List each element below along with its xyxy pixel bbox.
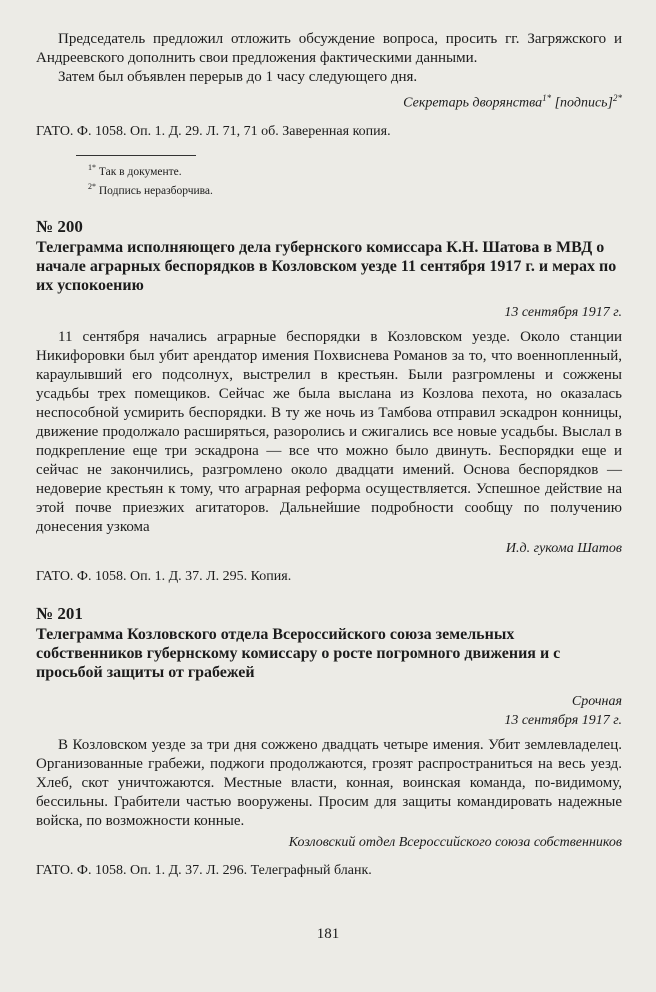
footnote-mark-1: 1* [542,93,552,103]
document-201-number: № 201 [36,604,83,624]
intro-archive-source: ГАТО. Ф. 1058. Оп. 1. Д. 29. Л. 71, 71 об. Заверенная копия. [36,123,391,139]
document-201-urgency: Срочная [571,694,622,710]
document-200-signature: И.д. гукома Шатов [505,541,622,557]
document-201-source: ГАТО. Ф. 1058. Оп. 1. Д. 37. Л. 296. Телеграфный бланк. [36,863,372,879]
document-200-date: 13 сентября 1917 г. [504,305,622,321]
document-200-number: № 200 [36,217,83,237]
footnote-1: $^{1*}$ Так в документе. [88,162,182,178]
document-200-source: ГАТО. Ф. 1058. Оп. 1. Д. 37. Л. 295. Копия. [36,569,292,585]
footnote-divider [76,155,196,156]
document-201-title: Телеграмма Козловского отдела Всероссийского союза земельных собственников губернскому комиссару о росте погромного движения и с просьбой защиты от грабежей [36,626,561,682]
document-200-title: Телеграмма исполняющего дела губернского комиссара К.Н. Шатова в МВД о начале аграрных беспорядков в Козловском уезде 11 сентября 1917 г. и мерах по их успокоению [36,239,617,295]
document-200-body: 11 сентября начались аграрные беспорядки в Козловском уезде. Около станции Никифоровки был убит арендатор имения Похвиснева Романов за то, что военнопленный, караулывший его подсолнух, выстрелил в крестьян. Были разгромлены и сожжены усадьбы трех помещиков. Сейчас же была выслана из Козлова пехота, но оказалась неспособной усмирить беспорядки. В ту же ночь из Тамбова отправил эскадрон конницы, движение продолжало расширяться, разоролись и сжигались все новые усадьбы. Выслал в подкрепление еще три эскадрона — все что можно было двинуть. Беспорядки еще и сейчас не закончились, разгромлено около двадцати имений. Основа беспорядков — недоверие крестьян к тому, что аграрная реформа осуществляется. Успешное действие на этой почве приезжих агитаторов. Дальнейшие подробности сообщу по получению донесения узкома [36,329,622,536]
footnote-2: $^{2*}$ Подпись неразборчива. [88,182,213,198]
signature-bracket: [подпись] [551,95,613,111]
footnote-mark-2: 2* [613,93,622,103]
secretary-signature [36,89,622,113]
document-201-signature: Козловский отдел Всероссийского союза собственников [288,835,622,851]
document-201-body: В Козловском уезде за три дня сожжено двадцать четыре имения. Убит землевладелец. Организованные грабежи, поджоги продолжаются, грозят распространиться на весь уезд. Хлеб, скот уничтожаются. Местные власти, конная, воинская команда, по-видимому, бессильны. Грабители частью вооружены. Просим для защиты командировать надежные войска, по возможности конные. [36,737,622,830]
page-number: 181 [316,926,340,942]
intro-paragraph-1: Председатель предложил отложить обсуждение вопроса, просить гг. Загряжского и Андреевского дополнить свои предложения фактическими данными. [36,31,622,66]
document-201-date: 13 сентября 1917 г. [504,713,622,729]
intro-paragraph-2: Затем был объявлен перерыв до 1 часу следующего дня. [58,69,418,85]
signature-text: Секретарь дворянства [403,95,543,111]
